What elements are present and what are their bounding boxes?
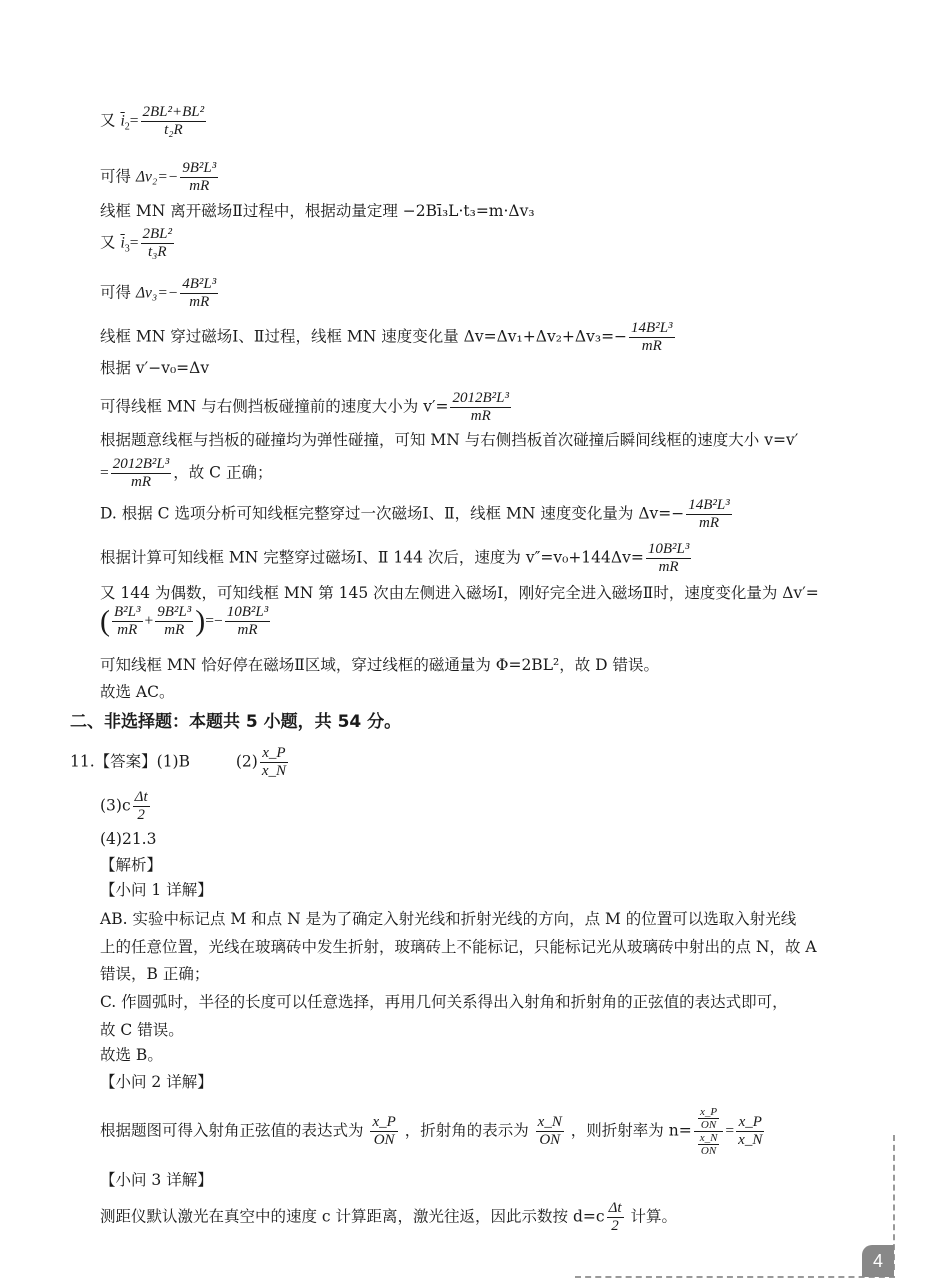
text-line: 上的任意位置，光线在玻璃砖中发生折射，玻璃砖上不能标记，只能标记光从玻璃砖中射出的点 N，故 A	[100, 938, 817, 956]
text-line: 根据题意线框与挡板的碰撞均为弹性碰撞，可知 MN 与右侧挡板首次碰撞后瞬间线框的速度大小 v=v′	[100, 431, 799, 449]
q11-answer-line: 11.【答案】(1)B (2) $\frac{x\_P}{x\_N}$	[70, 745, 287, 779]
eq-line-dv3: 可得 Δv₃=− $\frac{\text{4B²L³}}{mR}$	[100, 276, 217, 310]
text-line: 错误，B 正确；	[100, 965, 210, 983]
page-number: 4	[862, 1245, 894, 1277]
eq-line-dvprime: ( $\frac{\text{B²L³}}{mR}$ + $\frac{\text{9B²L³}}{mR}$ )=− $\frac{\text{10B²L³}}{mR}$	[100, 604, 269, 638]
dashed-border-horizontal	[575, 1276, 895, 1278]
text-line: 故选 B。	[100, 1046, 163, 1064]
eq-line-vprime: 可得线框 MN 与右侧挡板碰撞前的速度大小为 v′= $\frac{\text{2012B²L³}}{mR}$	[100, 390, 509, 424]
sub-question-3-label: 【小问 3 详解】	[100, 1171, 213, 1189]
eq-line-i3: 又 $\overline{i}_3=$ $\frac{\text{2BL²}}{\text{t₃R}}$	[100, 226, 173, 260]
q11-answer-3: (3)c $\frac{\Delta t}{2}$	[100, 789, 148, 823]
eq-line-i2: 又 $\overline{i}_2=$ $\frac{\text{2BL²+BL²}}{\text{t₂R}}$	[100, 104, 205, 138]
eq-line-dv2: 可得 Δv₂=− $\frac{\text{9B²L³}}{mR}$	[100, 160, 217, 194]
text-line: C. 作圆弧时，半径的长度可以任意选择，再用几何关系得出入射角和折射角的正弦值的表达式即可，	[100, 993, 788, 1011]
text-line: 根据 v′−v₀=Δv	[100, 359, 210, 377]
text-line: 线框 MN 离开磁场Ⅱ过程中，根据动量定理 −2Bī₃L·t₃=m·Δv₃	[100, 202, 535, 220]
q3-explanation-line: 测距仪默认激光在真空中的速度 c 计算距离，激光往返，因此示数按 d=c $\frac{\Delta t}{2}$ 计算。	[100, 1200, 677, 1234]
text-line: 故 C 错误。	[100, 1021, 184, 1039]
eq-line-v: = $\frac{\text{2012B²L³}}{mR}$ ，故 C 正确；	[100, 456, 273, 490]
text-line: 故选 AC。	[100, 683, 175, 701]
eq-line-v2prime: 根据计算可知线框 MN 完整穿过磁场Ⅰ、Ⅱ 144 次后，速度为 v″=v₀+144Δv= $\frac{\text{10B²L³}}{mR}$	[100, 541, 690, 575]
jiexi-label: 【解析】	[100, 856, 163, 874]
option-d-line: D. 根据 C 选项分析可知线框完整穿过一次磁场Ⅰ、Ⅱ，线框 MN 速度变化量为 Δv=− $\frac{\text{14B²L³}}{mR}$	[100, 497, 730, 531]
sub-question-1-label: 【小问 1 详解】	[100, 881, 213, 899]
text-line: 可知线框 MN 恰好停在磁场Ⅱ区域，穿过线框的磁通量为 Φ=2BL²，故 D 错误。	[100, 656, 659, 674]
text-line: AB. 实验中标记点 M 和点 N 是为了确定入射光线和折射光线的方向，点 M 的位置可以选取入射光线	[100, 910, 797, 928]
text-line: 又 144 为偶数，可知线框 MN 第 145 次由左侧进入磁场Ⅰ，刚好完全进入磁场Ⅱ时，速度变化量为 Δv′=	[100, 584, 819, 602]
q2-explanation-line: 根据题图可得入射角正弦值的表达式为 $\frac{x\_P}{ON}$ ，折射角的表示为 $\frac{x\_N}{ON}$ ，则折射率为 n= $\frac{\frac{x\_P}{ON}}{\frac{x\_N}{ON}}$ = $\frac{x\_P}{x\_N}$	[100, 1106, 763, 1157]
eq-line-dv: 线框 MN 穿过磁场Ⅰ、Ⅱ过程，线框 MN 速度变化量 Δv=Δv₁+Δv₂+Δv₃=− $\frac{\text{14B²L³}}{mR}$	[100, 320, 673, 354]
sub-question-2-label: 【小问 2 详解】	[100, 1073, 213, 1091]
q11-answer-4: (4)21.3	[100, 830, 157, 848]
section-title: 二、非选择题：本题共 5 小题，共 54 分。	[70, 712, 402, 732]
